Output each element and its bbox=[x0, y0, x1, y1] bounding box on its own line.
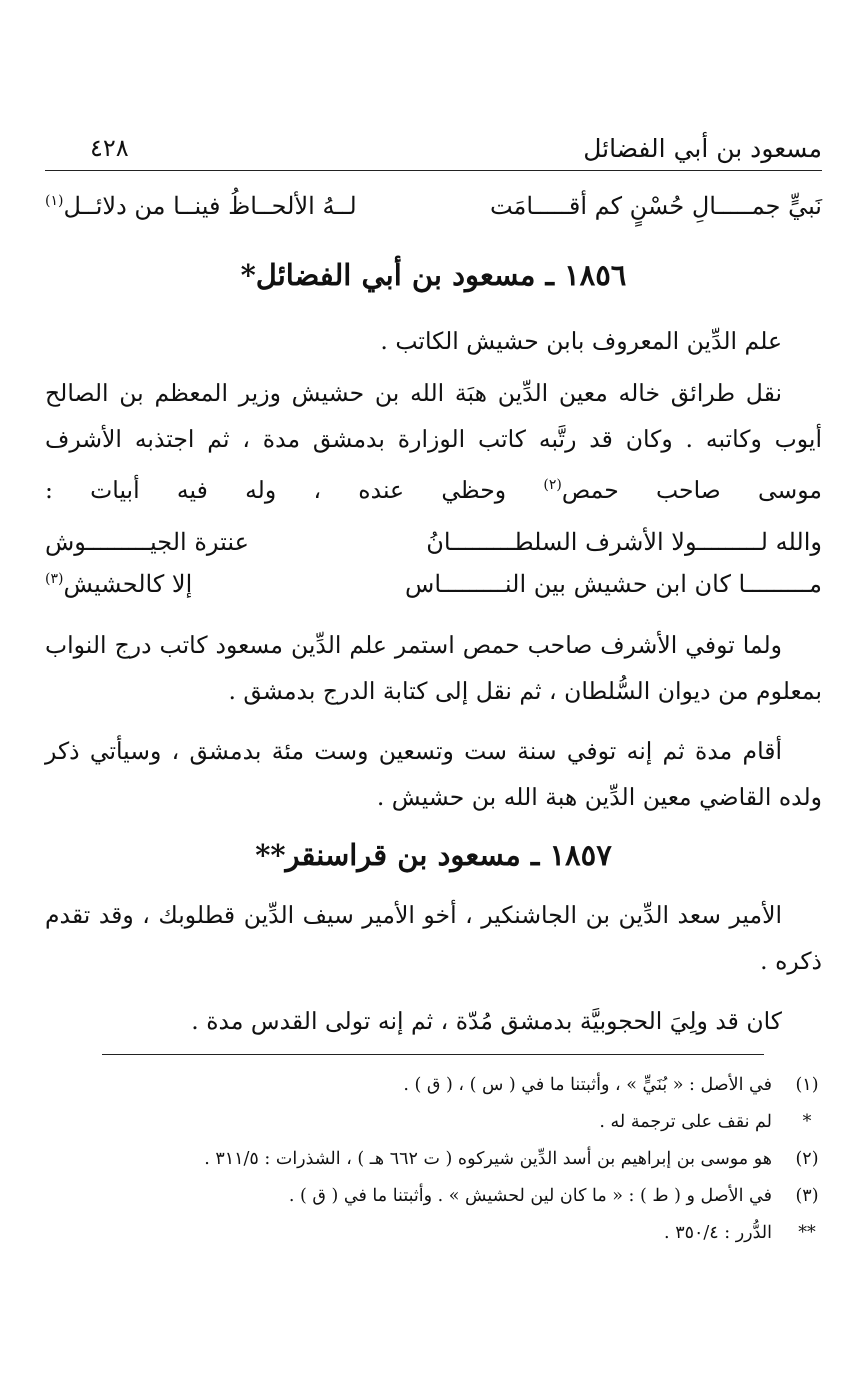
footnote-mark: (٢) bbox=[795, 1149, 819, 1169]
footnote-text: في الأصل و ( ط ) : « ما كان لين لحشيش » . وأثبتنا ما في ( ق ) . bbox=[288, 1186, 772, 1206]
entry-1856-verse-line-2 bbox=[45, 570, 822, 606]
footnote-2 bbox=[80, 1144, 822, 1181]
footnote-ref-3: (٣) bbox=[45, 571, 64, 587]
footnote-text: هو موسى بن إبراهيم بن أسد الدِّين شيركوه ( ت ٦٦٢ هـ ) ، الشذرات : ٣١١/٥ . bbox=[204, 1149, 772, 1169]
footnote-3 bbox=[80, 1181, 822, 1218]
footnote-double-star bbox=[80, 1218, 822, 1255]
footnote-mark: * bbox=[802, 1112, 812, 1132]
footnote-text: في الأصل : « بُنَيٍّ » ، وأثبتنا ما في ( س ) ، ( ق ) . bbox=[403, 1075, 772, 1095]
verse-line-1-right: والله لـــــــــولا الأشرف السلطـــــــــانُ bbox=[426, 528, 822, 556]
footnotes bbox=[80, 1070, 822, 1255]
footnote-mark: (١) bbox=[795, 1075, 819, 1095]
footnote-text: لم نقف على ترجمة له . bbox=[599, 1112, 772, 1132]
entry-1856-intro: علم الدِّين المعروف بابن حشيش الكاتب . bbox=[380, 327, 782, 355]
entry-1856-paragraph-2: ولما توفي الأشرف صاحب حمص استمر علم الدِّين مسعود كاتب درج النواب بمعلوم من ديوان السُّلطان ، ثم نقل إلى كتابة الدرج بدمشق . bbox=[45, 631, 822, 705]
footnote-ref-1: (١) bbox=[45, 193, 64, 209]
entry-1856-verse-line-1 bbox=[45, 528, 822, 564]
entry-heading-1857: ١٨٥٧ ـ مسعود بن قراسنقر** bbox=[255, 838, 612, 872]
verse-line-2-right: مـــــــــا كان ابن حشيش بين النـــــــــاس bbox=[405, 570, 822, 598]
footnote-text: الدُّرر : ٣٥٠/٤ . bbox=[664, 1223, 772, 1243]
footnote-mark: ** bbox=[798, 1223, 816, 1243]
footnote-ref-2: (٢) bbox=[543, 477, 562, 493]
footnote-star bbox=[80, 1107, 822, 1144]
entry-1857-paragraph: الأمير سعد الدِّين بن الجاشنكير ، أخو الأمير سيف الدِّين قطلوبك ، وقد تقدم ذكره . bbox=[45, 901, 822, 975]
page-number: ٤٢٨ bbox=[90, 134, 129, 162]
entry-1856-paragraph-3: أقام مدة ثم إنه توفي سنة ست وتسعين وست مئة بدمشق ، وسيأتي ذكر ولده القاضي معين الدِّين هبة الله بن حشيش . bbox=[45, 737, 822, 811]
verse-hemistich-1: نَبيٍّ جمـــــالِ حُسْنٍ كم أقـــــامَت bbox=[489, 192, 822, 220]
footnote-mark: (٣) bbox=[795, 1186, 819, 1206]
entry-1856-paragraph: نقل طرائق خاله معين الدِّين هبَة الله بن حشيش وزير المعظم بن الصالح أيوب وكاتبه . وكان قد رتَّبه كاتب الوزارة بدمشق مدة ، ثم اجتذبه الأشرف موسى صاحب حمص$^{(٢)}$ وحظي عنده ، وله فيه أبيات : bbox=[45, 379, 822, 504]
verse-line-2-left: إلا كالحشيش$^{(٣)}$ bbox=[45, 570, 193, 598]
verse-hemistich-2: لــهُ الألحــاظُ فينــا من دلائــل$^{(١)}$ bbox=[45, 192, 357, 220]
page-header bbox=[45, 132, 822, 171]
running-title: مسعود بن أبي الفضائل bbox=[583, 134, 822, 163]
verse-line-1-left: عنترة الجيـــــــــوش bbox=[45, 528, 249, 556]
entry-heading-1856: ١٨٥٦ ـ مسعود بن أبي الفضائل* bbox=[240, 258, 627, 292]
entry-1857-paragraph-2: كان قد ولِيَ الحجوبيَّة بدمشق مُدّة ، ثم إنه تولى القدس مدة . bbox=[191, 1007, 782, 1035]
footnote-1 bbox=[80, 1070, 822, 1107]
opening-verse bbox=[45, 192, 822, 228]
footnote-divider bbox=[102, 1054, 764, 1055]
